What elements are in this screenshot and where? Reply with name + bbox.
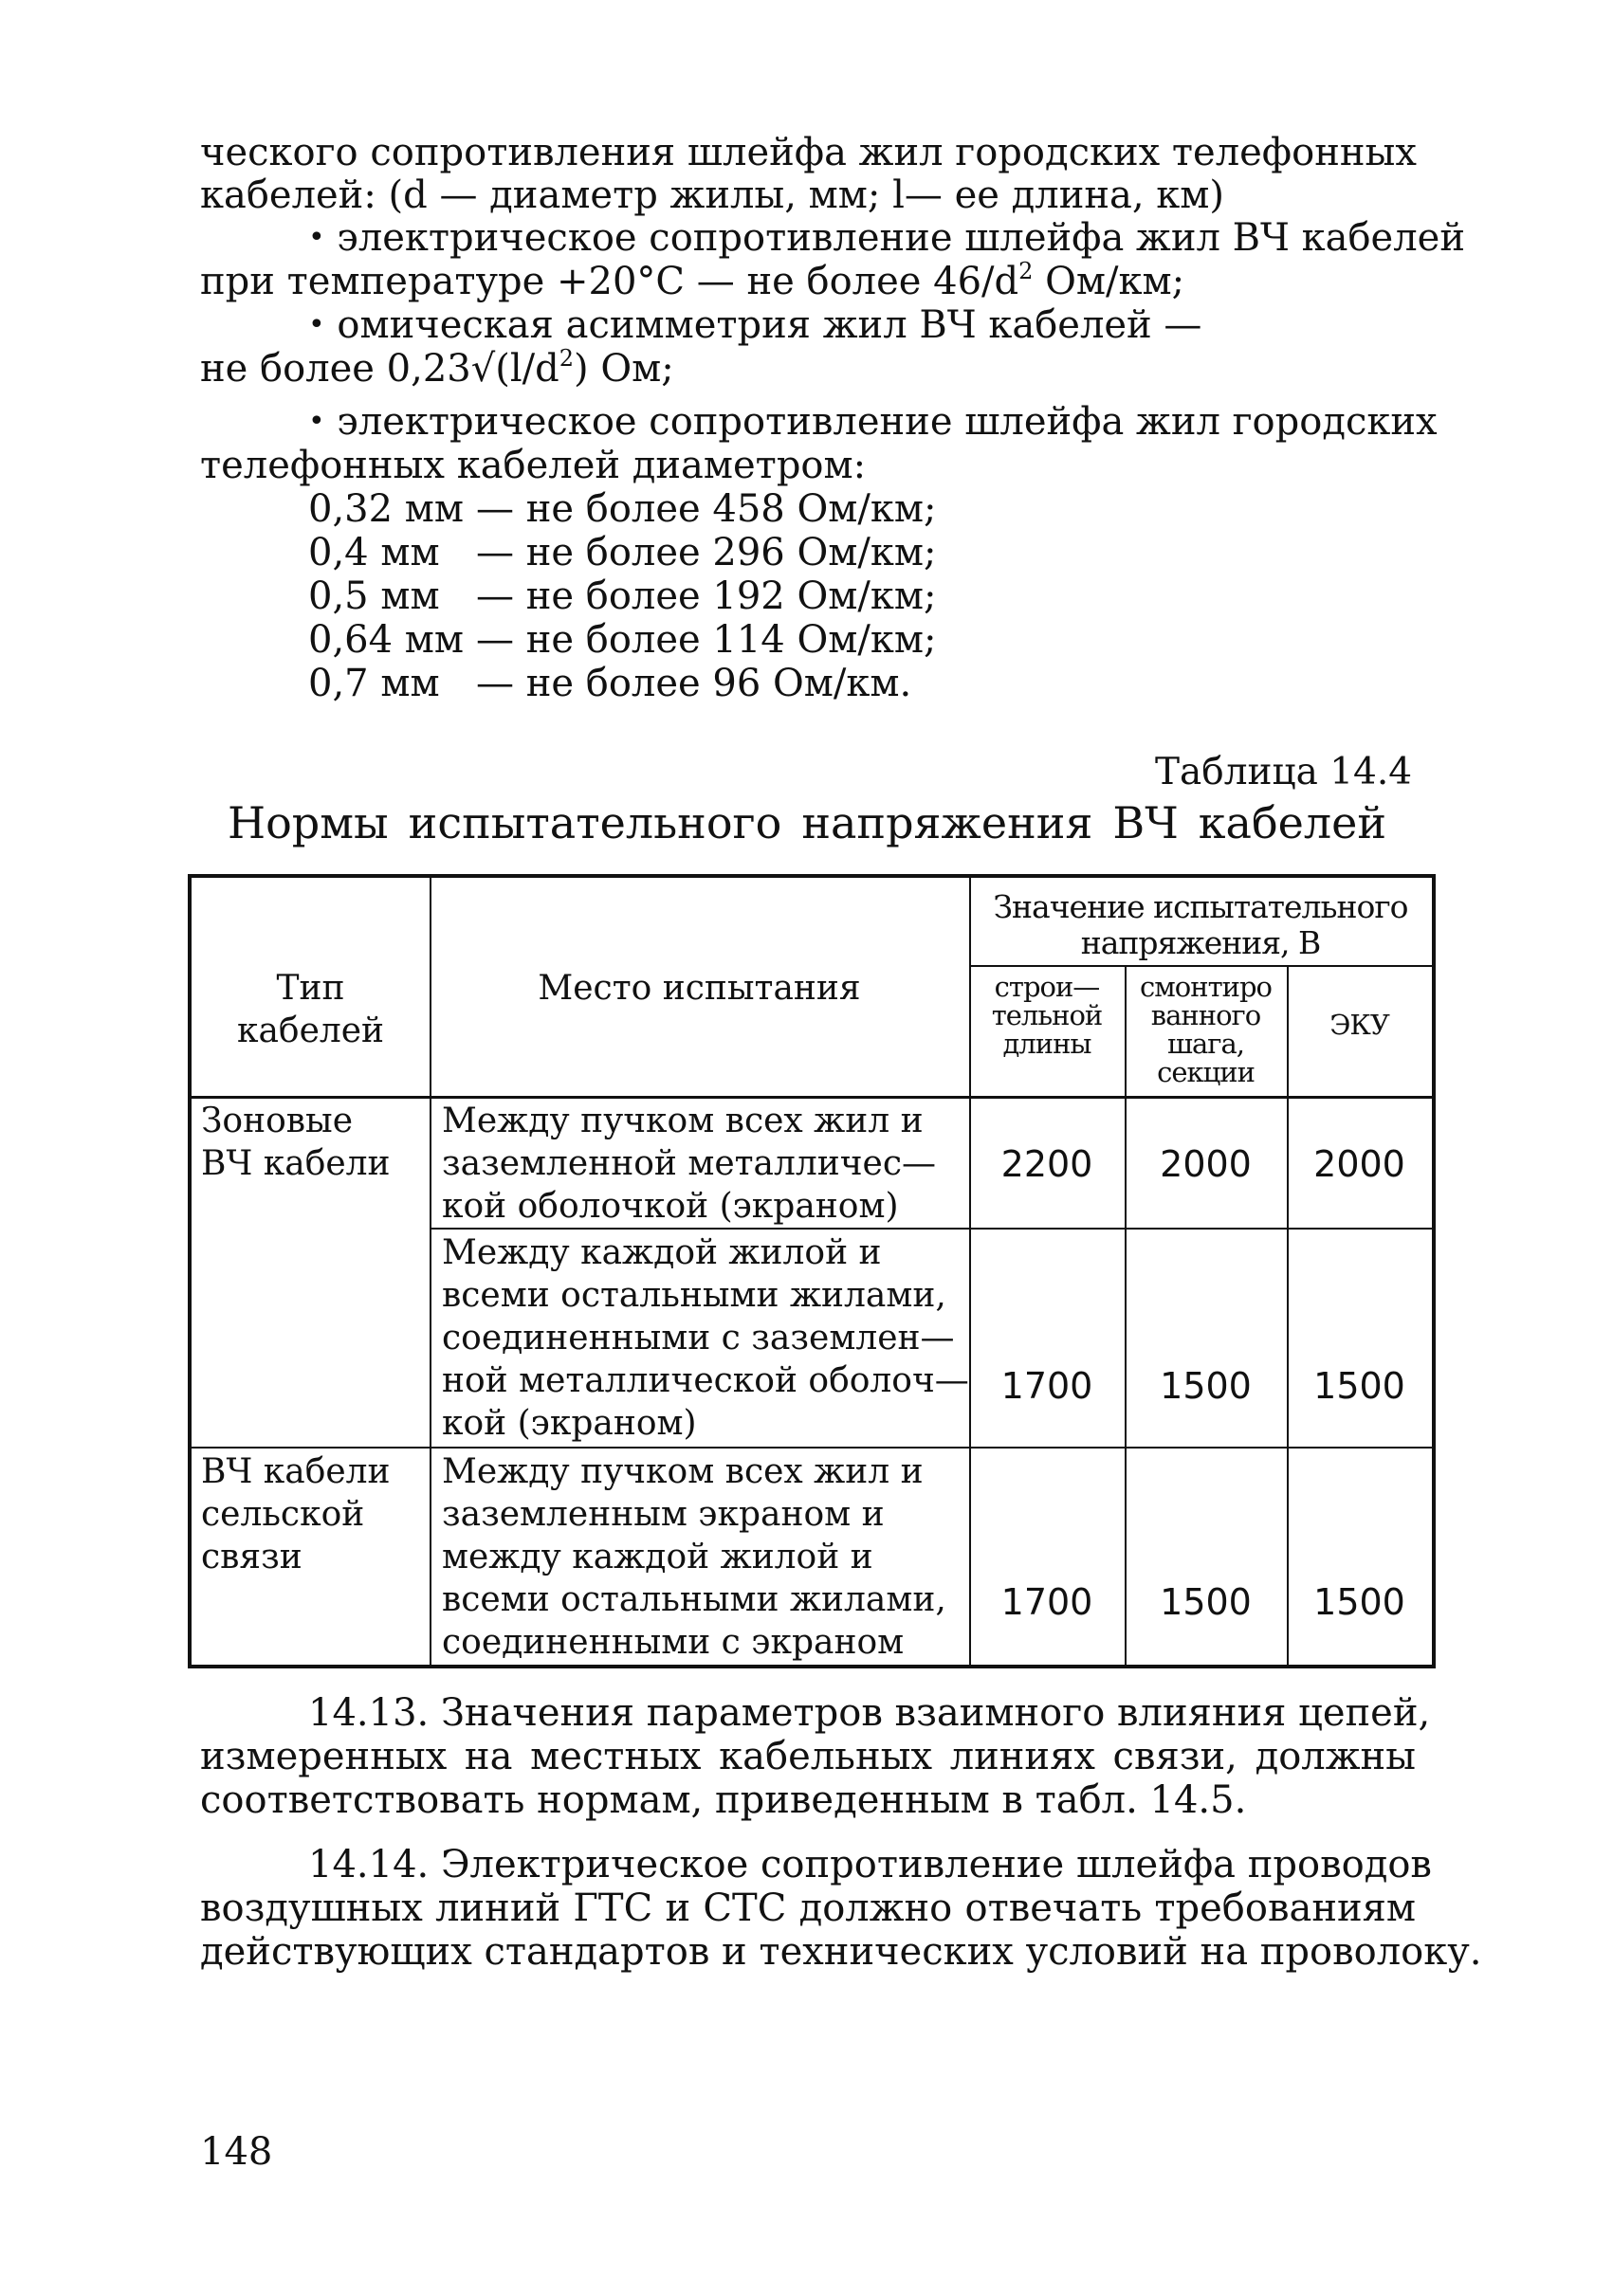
bullet-marker: • [308, 221, 325, 254]
bullet-1-unit: Ом/км; [1033, 260, 1185, 303]
test-place-row-1: заземленной металличес— [442, 1144, 936, 1183]
voltage-row-2-construction: 1700 [1000, 1365, 1093, 1407]
bullet-1-line-2 [200, 260, 1184, 303]
test-place-row-2: Между каждой жилой и [442, 1233, 882, 1272]
diameter-value-3: — не более 192 Ом/км; [476, 574, 937, 618]
paragraph-14-13-line-2: измеренных на местных кабельных линиях связи, должны [200, 1735, 1416, 1778]
diameter-size-4: 0,64 мм [308, 618, 465, 662]
voltage-row-2-mounted: 1500 [1160, 1365, 1252, 1407]
diameter-value-4: — не более 114 Ом/км; [476, 618, 937, 662]
bullet-2-line-2 [200, 347, 674, 391]
test-place-row-3: соединенными с экраном [442, 1623, 905, 1662]
header-voltage-value: Значение испытательного [993, 888, 1408, 925]
bullet-2-line-1 [308, 303, 1201, 347]
exponent: 2 [559, 345, 574, 372]
header-voltage-value: напряжения, В [1080, 924, 1321, 961]
paragraph-14-14-line-1: 14.14. Электрическое сопротивление шлейфа проводов [308, 1843, 1432, 1886]
test-place-row-3: заземленным экраном и [442, 1495, 885, 1534]
table-divider [192, 1447, 1432, 1449]
subheader-mounted-section: секции [1157, 1056, 1255, 1088]
diameter-size-3: 0,5 мм [308, 574, 440, 618]
cable-type-zonal: ВЧ кабели [201, 1144, 391, 1183]
diameter-value-2: — не более 296 Ом/км; [476, 531, 937, 574]
paragraph-14-13-line-1: 14.13. Значения параметров взаимного влияния цепей, [308, 1691, 1431, 1735]
intro-line-2: кабелей: (d — диаметр жилы, мм; l— ее длина, км) [200, 173, 1225, 217]
bullet-1-text: электрическое сопротивление шлейфа жил ВЧ кабелей [337, 216, 1465, 260]
bullet-2-text: омическая асимметрия жил ВЧ кабелей — [337, 303, 1202, 347]
subheader-mounted-section: смонтиро [1140, 971, 1272, 1003]
voltage-row-2-eku: 1500 [1313, 1365, 1405, 1407]
bullet-3-text: электрическое сопротивление шлейфа жил городских [337, 400, 1438, 444]
header-test-place: Место испытания [538, 969, 861, 1008]
test-place-row-2: всеми остальными жилами, [442, 1276, 946, 1315]
exponent: 2 [1018, 258, 1034, 284]
subheader-construction-length: тельной [991, 999, 1103, 1031]
paragraph-14-14-line-2: воздушных линий ГТС и СТС должно отвечать требованиям [200, 1886, 1416, 1930]
page-number: 148 [200, 2130, 273, 2174]
test-place-row-1: кой оболочкой (экраном) [442, 1187, 899, 1226]
table-divider [192, 1096, 1432, 1099]
test-place-row-3: между каждой жилой и [442, 1538, 873, 1576]
subheader-construction-length: длины [1002, 1028, 1091, 1060]
subheader-mounted-section: шага, [1167, 1028, 1244, 1060]
test-voltage-table [188, 874, 1436, 1668]
diameter-value-1: — не более 458 Ом/км; [476, 487, 937, 531]
header-cable-type: кабелей [236, 1011, 385, 1050]
test-place-row-2: ной металлической оболоч— [442, 1361, 969, 1400]
voltage-row-1-eku: 2000 [1313, 1143, 1405, 1185]
subheader-eku: ЭКУ [1329, 1009, 1389, 1041]
cable-type-rural: ВЧ кабели [201, 1452, 391, 1491]
diameter-size-5: 0,7 мм [308, 662, 440, 705]
intro-line-1: ческого сопротивления шлейфа жил городских телефонных [200, 131, 1417, 174]
cable-type-rural: связи [201, 1538, 302, 1576]
table-divider [1287, 965, 1289, 1665]
test-place-row-2: кой (экраном) [442, 1404, 697, 1443]
test-place-row-1: Между пучком всех жил и [442, 1102, 924, 1140]
diameter-size-2: 0,4 мм [308, 531, 440, 574]
diameter-value-5: — не более 96 Ом/км. [476, 662, 912, 705]
paragraph-14-14-line-3: действующих стандартов и технических условий на проволоку. [200, 1930, 1482, 1974]
bullet-1-cont: при температуре +20°С — не более 46/d [200, 260, 1019, 303]
table-divider [969, 965, 1432, 967]
cable-type-rural: сельской [201, 1495, 365, 1534]
subheader-mounted-section: ванного [1150, 999, 1261, 1031]
bullet-marker: • [308, 308, 325, 341]
voltage-row-3-construction: 1700 [1000, 1581, 1093, 1623]
voltage-row-1-mounted: 2000 [1160, 1143, 1252, 1185]
test-place-row-3: Между пучком всех жил и [442, 1452, 924, 1491]
bullet-2-unit: ) Ом; [574, 347, 674, 391]
table-divider [430, 1228, 1432, 1230]
test-place-row-2: соединенными с заземлен— [442, 1319, 955, 1358]
subheader-construction-length: строи— [994, 971, 1100, 1003]
cable-type-zonal: Зоновые [201, 1102, 353, 1140]
header-cable-type: Тип [276, 969, 345, 1008]
test-place-row-3: всеми остальными жилами, [442, 1580, 946, 1619]
bullet-2-cont: не более 0,23√(l/d [200, 347, 559, 391]
bullet-marker: • [308, 405, 325, 438]
bullet-3-line-2: телефонных кабелей диаметром: [200, 444, 867, 487]
voltage-row-1-construction: 2200 [1000, 1143, 1093, 1185]
voltage-row-3-mounted: 1500 [1160, 1581, 1252, 1623]
voltage-row-3-eku: 1500 [1313, 1581, 1405, 1623]
bullet-1-line-1 [308, 216, 1465, 260]
table-title: Нормы испытательного напряжения ВЧ кабелей [228, 797, 1386, 848]
table-caption: Таблица 14.4 [1155, 751, 1413, 793]
diameter-size-1: 0,32 мм [308, 487, 465, 531]
bullet-3-line-1 [308, 400, 1438, 444]
paragraph-14-13-line-3: соответствовать нормам, приведенным в табл. 14.5. [200, 1778, 1247, 1822]
